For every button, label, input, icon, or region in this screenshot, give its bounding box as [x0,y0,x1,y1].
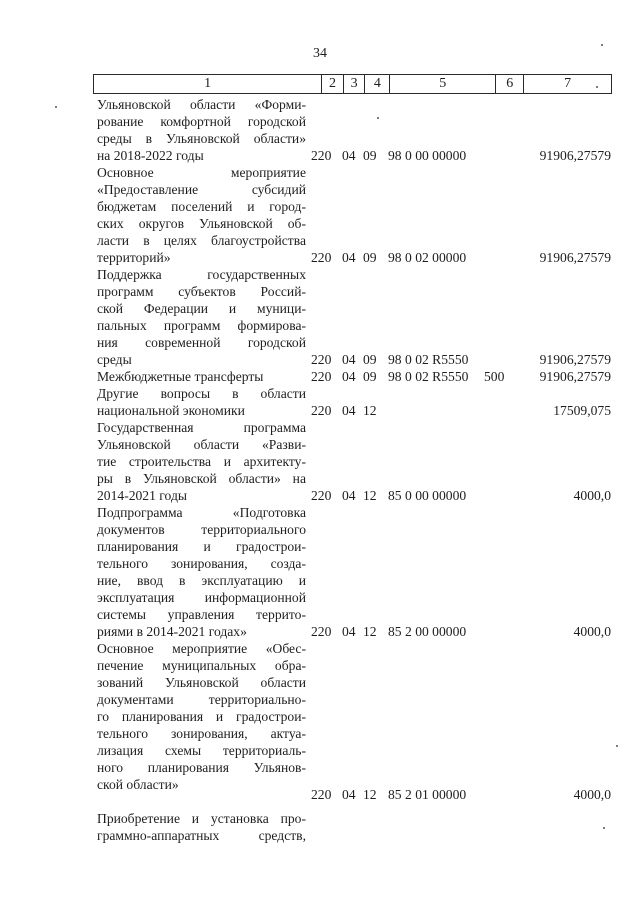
description-line: тельного зонирования, актуа- [97,726,306,741]
description-line: рование комфортной городской [97,114,306,129]
description-line: планирования и градострои- [97,539,306,554]
description-line: системы управления террито- [97,607,306,622]
description-line: ние, ввод в эксплуатацию и [97,573,306,588]
amount: 4000,0 [573,624,611,639]
description-line: Другие вопросы в области [97,386,306,401]
target-article-code: 98 0 02 R5550 [388,352,469,367]
description-line: Приобретение и установка про- [97,811,306,826]
section-code: 04 [342,369,356,384]
row-description [97,96,306,164]
description-line: 2014-2021 годы [97,488,187,503]
description-line: ного планирования Ульянов- [97,760,306,775]
header-row [94,75,612,94]
description-line: «Предоставление субсидий [97,182,306,197]
scan-speck [601,44,603,46]
header-col-6: 6 [496,75,524,94]
subsection-code: 09 [363,148,377,163]
description-line: го планирования и градострои- [97,709,306,724]
amount: 91906,27579 [539,148,611,163]
description-line: территорий» [97,250,171,265]
section-code: 04 [342,488,356,503]
description-line: эксплуатация информационной [97,590,306,605]
description-line: Ульяновской области «Форми- [97,97,306,112]
description-line: ры в Ульяновской области» на [97,471,306,486]
row-description [97,640,306,793]
subsection-code: 12 [363,488,377,503]
description-line: тельного зонирования, созда- [97,556,306,571]
row-description [97,266,306,368]
description-line: зований Ульяновской области [97,675,306,690]
scan-speck [377,117,379,119]
admin-code: 220 [311,148,332,163]
subsection-code: 12 [363,624,377,639]
row-description [97,810,306,844]
header-col-3: 3 [343,75,365,94]
section-code: 04 [342,148,356,163]
admin-code: 220 [311,369,332,384]
expense-type-code: 500 [484,369,505,384]
description-line: ской области» [97,777,179,792]
target-article-code: 85 2 01 00000 [388,787,467,802]
description-line: ласти в целях благоустройства [97,233,306,248]
target-article-code: 98 0 02 R5550 [388,369,469,384]
description-line: Поддержка государственных [97,267,306,282]
description-line: Основное мероприятие «Обес- [97,641,306,656]
scan-speck [55,106,57,108]
page-number: 34 [313,46,327,61]
description-line: среды в Ульяновской области» [97,131,306,146]
admin-code: 220 [311,624,332,639]
section-code: 04 [342,624,356,639]
amount: 17509,075 [553,403,611,418]
row-description [97,368,306,385]
section-code: 04 [342,250,356,265]
target-article-code: 85 2 00 00000 [388,624,467,639]
description-line: национальной экономики [97,403,245,418]
scan-speck [596,86,598,88]
description-line: Ульяновской области «Разви- [97,437,306,452]
description-line: среды [97,352,132,367]
target-article-code: 98 0 02 00000 [388,250,467,265]
description-line: пальных программ формирова- [97,318,306,333]
subsection-code: 09 [363,250,377,265]
description-line: Основное мероприятие [97,165,306,180]
subsection-code: 12 [363,787,377,802]
subsection-code: 09 [363,369,377,384]
section-code: 04 [342,352,356,367]
amount: 91906,27579 [539,352,611,367]
subsection-code: 12 [363,403,377,418]
description-line: печение муниципальных обра- [97,658,306,673]
header-col-4: 4 [365,75,390,94]
row-description [97,419,306,504]
row-description [97,385,306,419]
column-number-header [93,74,612,94]
amount: 91906,27579 [539,369,611,384]
header-col-2: 2 [322,75,344,94]
description-line: Межбюджетные трансферты [97,369,264,384]
header-col-5: 5 [390,75,496,94]
description-line: документов территориального [97,522,306,537]
section-code: 04 [342,787,356,802]
target-article-code: 85 0 00 00000 [388,488,467,503]
scan-speck [616,745,618,747]
description-line: Подпрограмма «Подготовка [97,505,306,520]
description-line: ской Федерации и муници- [97,301,306,316]
description-line: документами территориально- [97,692,306,707]
subsection-code: 09 [363,352,377,367]
admin-code: 220 [311,250,332,265]
target-article-code: 98 0 00 00000 [388,148,467,163]
description-line: лизация схемы территориаль- [97,743,306,758]
row-description [97,504,306,640]
admin-code: 220 [311,403,332,418]
description-line: ских округов Ульяновской об- [97,216,306,231]
section-code: 04 [342,403,356,418]
description-line: бюджетам поселений и город- [97,199,306,214]
amount: 4000,0 [573,787,611,802]
description-line: граммно-аппаратных средств, [97,828,306,843]
amount: 91906,27579 [539,250,611,265]
row-description [97,164,306,266]
header-col-7: 7 [524,75,612,94]
scan-speck [603,827,605,829]
description-line: на 2018-2022 годы [97,148,204,163]
description-line: программ субъектов Россий- [97,284,306,299]
admin-code: 220 [311,488,332,503]
admin-code: 220 [311,787,332,802]
amount: 4000,0 [573,488,611,503]
description-line: Государственная программа [97,420,306,435]
header-col-1: 1 [94,75,322,94]
description-line: риями в 2014-2021 годах» [97,624,247,639]
description-line: тие строительства и архитекту- [97,454,306,469]
description-line: ния современной городской [97,335,306,350]
admin-code: 220 [311,352,332,367]
